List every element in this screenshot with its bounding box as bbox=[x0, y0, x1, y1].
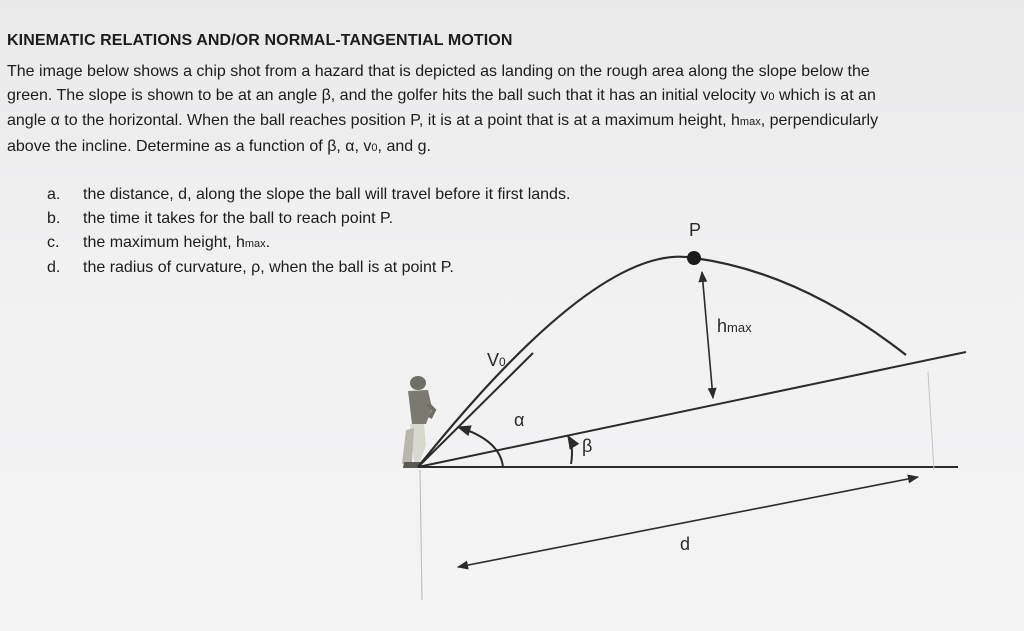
item-text: the maximum height, h bbox=[83, 234, 245, 251]
v0-subscript-2: 0 bbox=[371, 141, 378, 154]
item-marker: a. bbox=[47, 186, 61, 203]
hmax-sub: max bbox=[727, 320, 752, 335]
left-guide-line bbox=[420, 470, 422, 600]
label-alpha: α bbox=[514, 410, 525, 430]
point-p-marker bbox=[687, 251, 701, 265]
hmax-subscript: max bbox=[739, 116, 761, 128]
hmax-arrow bbox=[702, 272, 713, 398]
statement-line-4-text: above the incline. Determine as a function of β, α, v bbox=[7, 137, 372, 155]
item-marker: d. bbox=[47, 259, 61, 276]
statement-line-3-text: angle α to the horizontal. When the ball reaches position P, it is at a point that is at a maximum height, h bbox=[7, 112, 740, 129]
item-subscript: max bbox=[244, 238, 266, 250]
statement-line-3-end: , perpendicularly bbox=[760, 112, 879, 129]
item-text: the time it takes for the ball to reach point P. bbox=[83, 210, 394, 227]
statement-line-2-end: which is at an bbox=[774, 86, 876, 104]
v0-main: V bbox=[487, 350, 500, 370]
item-text: the distance, d, along the slope the ball will travel before it first lands. bbox=[83, 186, 571, 203]
alpha-arc bbox=[458, 427, 503, 467]
statement-line-2-text: green. The slope is shown to be at an angle β, and the golfer hits the ball such that it has an initial velocity bbox=[7, 86, 756, 104]
hmax-main: h bbox=[717, 316, 728, 336]
v0-sub: 0 bbox=[499, 355, 506, 369]
problem-title: KINEMATIC RELATIONS AND/OR NORMAL-TANGENTIAL MOTION bbox=[7, 32, 513, 49]
item-tail: . bbox=[265, 234, 271, 251]
label-hmax bbox=[717, 316, 752, 337]
label-d: d bbox=[680, 534, 691, 554]
statement-line-4-end: , and g. bbox=[377, 137, 431, 155]
beta-arc bbox=[568, 436, 572, 464]
label-p: P bbox=[689, 220, 702, 240]
label-beta: β bbox=[582, 436, 593, 456]
right-guide-line bbox=[928, 372, 934, 470]
item-marker: b. bbox=[47, 210, 61, 227]
item-text: the radius of curvature, ρ, when the ball is at point P. bbox=[83, 259, 454, 276]
label-v0 bbox=[487, 350, 506, 371]
statement-line-1: The image below shows a chip shot from a hazard that is depicted as landing on the rough area along the slope below the bbox=[7, 63, 870, 80]
item-marker: c. bbox=[47, 234, 60, 251]
v0-subscript: 0 bbox=[768, 90, 775, 103]
v0-symbol: v bbox=[760, 86, 769, 104]
